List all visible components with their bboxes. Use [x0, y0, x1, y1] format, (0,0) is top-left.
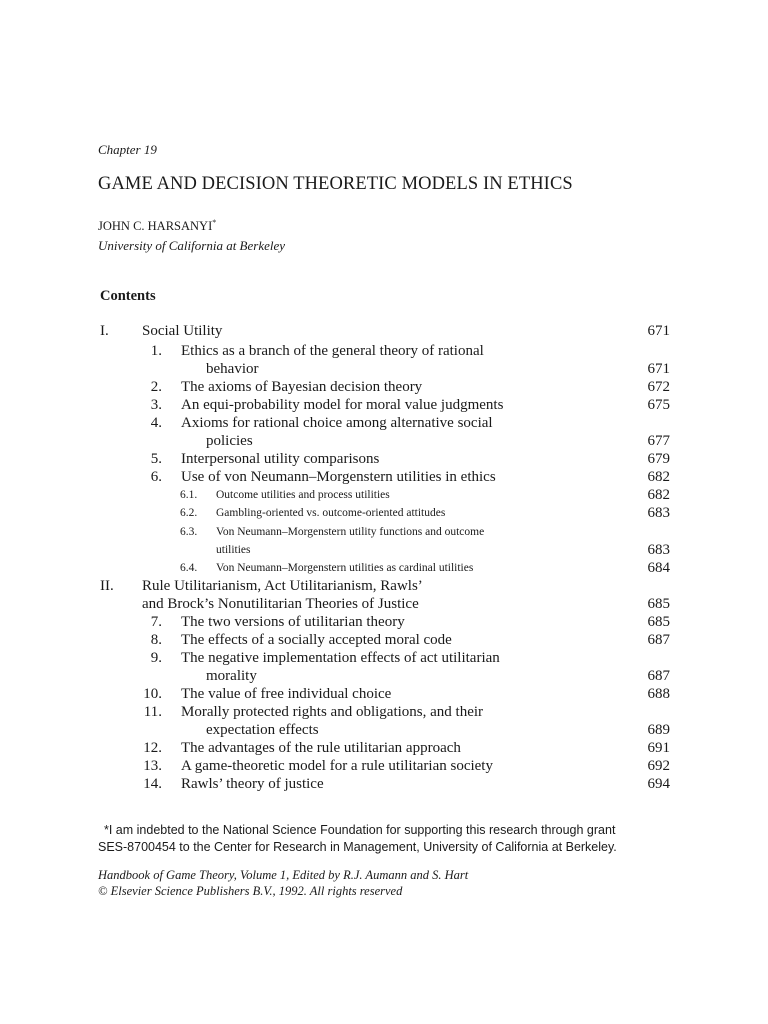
page-title: GAME AND DECISION THEORETIC MODELS IN ETHICS	[98, 174, 573, 194]
toc-entry: utilities	[216, 544, 251, 556]
toc-entry: Use of von Neumann–Morgenstern utilities in ethics	[181, 469, 496, 485]
toc-number: II.	[100, 578, 114, 594]
footnote-line-1: *I am indebted to the National Science Foundation for supporting this research through grant	[104, 823, 616, 837]
toc-entry: The two versions of utilitarian theory	[181, 614, 405, 630]
author-text: JOHN C. HARSANYI	[98, 219, 213, 234]
toc-page: 671	[647, 323, 670, 339]
author-name	[98, 218, 216, 234]
toc-entry: Rule Utilitarianism, Act Utilitarianism, Rawls’	[142, 578, 423, 594]
toc-entry: morality	[206, 668, 257, 684]
toc-number: 8.	[150, 632, 162, 648]
toc-number: 3.	[150, 397, 162, 413]
toc-page: 692	[647, 758, 670, 774]
toc-entry: The effects of a socially accepted moral code	[181, 632, 452, 648]
toc-number: 11.	[143, 704, 162, 720]
author-footnote-mark: *	[212, 218, 217, 227]
toc-number: 10.	[143, 686, 162, 702]
toc-entry: Outcome utilities and process utilities	[216, 489, 390, 501]
toc-entry: The value of free individual choice	[181, 686, 392, 702]
toc-number: 1.	[150, 343, 162, 359]
toc-entry: Rawls’ theory of justice	[181, 776, 324, 792]
toc-number: 4.	[150, 415, 162, 431]
toc-entry: A game-theoretic model for a rule utilitarian society	[181, 758, 493, 774]
toc-number: 6.1.	[180, 489, 198, 501]
toc-number: I.	[100, 323, 109, 339]
footnote-line-2: SES-8700454 to the Center for Research in Management, University of California at Berkeley.	[98, 840, 617, 854]
toc-number: 6.3.	[180, 526, 198, 538]
toc-entry: and Brock’s Nonutilitarian Theories of Justice	[142, 596, 419, 612]
contents-heading: Contents	[100, 288, 156, 304]
toc-page: 682	[647, 469, 670, 485]
toc-number: 13.	[143, 758, 162, 774]
toc-number: 7.	[150, 614, 162, 630]
toc-entry: The advantages of the rule utilitarian approach	[181, 740, 461, 756]
toc-page: 694	[647, 776, 670, 792]
toc-entry: The axioms of Bayesian decision theory	[181, 379, 423, 395]
toc-number: 6.2.	[180, 507, 198, 519]
toc-page: 683	[647, 505, 670, 521]
toc-page: 672	[647, 379, 670, 395]
toc-entry: Von Neumann–Morgenstern utility functions and outcome	[216, 526, 485, 538]
toc-number: 2.	[150, 379, 162, 395]
toc-number: 6.4.	[180, 562, 198, 574]
toc-page: 684	[647, 560, 670, 576]
toc-entry: Axioms for rational choice among alternative social	[181, 415, 493, 431]
toc-number: 6.	[150, 469, 162, 485]
toc-number: 14.	[143, 776, 162, 792]
toc-page: 691	[647, 740, 670, 756]
toc-page: 677	[647, 433, 670, 449]
toc-number: 5.	[150, 451, 162, 467]
toc-page: 683	[647, 542, 670, 558]
toc-page: 687	[647, 632, 670, 648]
toc-number: 12.	[143, 740, 162, 756]
toc-entry: Social Utility	[142, 323, 223, 339]
toc-entry: Gambling-oriented vs. outcome-oriented attitudes	[216, 507, 446, 519]
toc-entry: The negative implementation effects of act utilitarian	[181, 650, 500, 666]
toc-page: 671	[647, 361, 670, 377]
toc-entry: expectation effects	[206, 722, 319, 738]
toc-page: 688	[647, 686, 670, 702]
toc-number: 9.	[150, 650, 162, 666]
toc-page: 682	[647, 487, 670, 503]
toc-entry: Morally protected rights and obligations, and their	[181, 704, 484, 720]
toc-page: 675	[647, 397, 670, 413]
toc-entry: policies	[206, 433, 253, 449]
toc-page: 685	[647, 614, 670, 630]
toc-entry: Ethics as a branch of the general theory of rational	[181, 343, 484, 359]
toc-page: 687	[647, 668, 670, 684]
publication-line-1: Handbook of Game Theory, Volume 1, Edited by R.J. Aumann and S. Hart	[98, 868, 469, 882]
chapter-label: Chapter 19	[98, 142, 157, 157]
toc-entry: Von Neumann–Morgenstern utilities as cardinal utilities	[216, 562, 474, 574]
toc-entry: Interpersonal utility comparisons	[181, 451, 380, 467]
toc-page: 685	[647, 596, 670, 612]
toc-entry: An equi-probability model for moral value judgments	[181, 397, 504, 413]
publication-line-2: © Elsevier Science Publishers B.V., 1992. All rights reserved	[98, 884, 403, 898]
toc-page: 679	[647, 451, 670, 467]
toc-page: 689	[647, 722, 670, 738]
author-affiliation: University of California at Berkeley	[98, 238, 286, 253]
toc-entry: behavior	[206, 361, 259, 377]
